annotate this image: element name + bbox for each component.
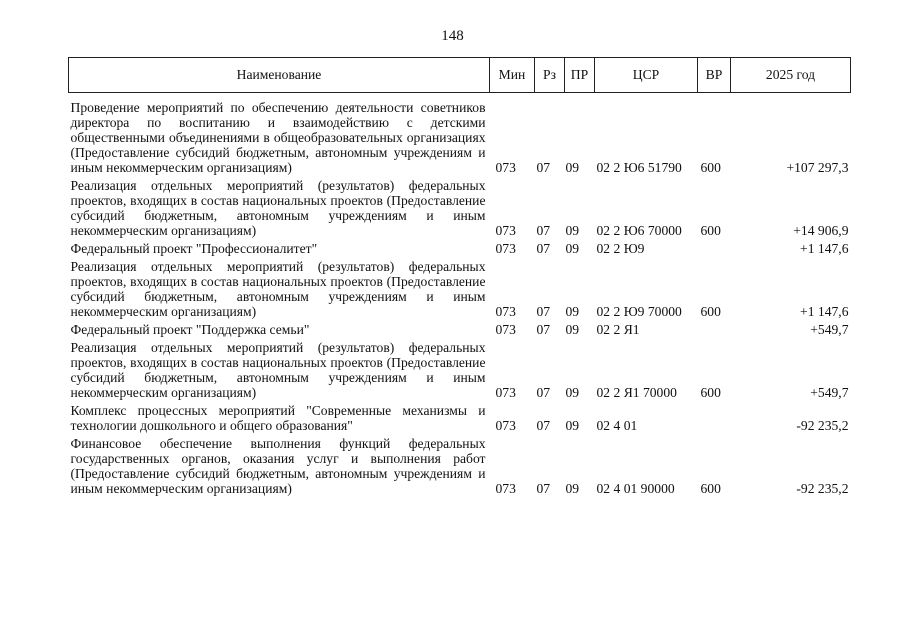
row-pr: 09 (565, 418, 580, 433)
header-rz: Рз (535, 58, 565, 93)
row-csr: 02 4 01 (596, 418, 638, 433)
row-amount: +549,7 (810, 322, 849, 337)
row-name: Финансовое обеспечение выполнения функций федеральных государственных органов, оказания услуг и выполнения работ (Предоставление субсидий бюджетным, автономным учреждениям и иным некоммерческим организациям) (70, 436, 486, 496)
row-name: Проведение мероприятий по обеспечению деятельности советников директора по воспитанию и взаимодействию с детскими общественными объединениями в общеобразовательных организациях (Предоставление субсидий бюджетным, автономным учреждениям и иным некоммерческим организациям) (70, 100, 486, 175)
table-row (69, 436, 851, 499)
row-vr (698, 241, 731, 259)
row-min: 073 (495, 241, 516, 256)
row-vr: 600 (700, 304, 721, 319)
row-name: Федеральный проект "Поддержка семьи" (70, 322, 310, 337)
table-row (69, 403, 851, 436)
row-name: Реализация отдельных мероприятий (результатов) федеральных проектов, входящих в состав национальных проектов (Предоставление субсидий бюджетным, автономным учреждениям и иным некоммерческим организациям) (70, 340, 486, 400)
header-amount: 2025 год (731, 58, 851, 93)
row-rz: 07 (536, 385, 551, 400)
row-name: Федеральный проект "Профессионалитет" (70, 241, 318, 256)
row-csr: 02 4 01 90000 (596, 481, 675, 496)
budget-table (68, 57, 851, 499)
header-csr: ЦСР (595, 58, 698, 93)
row-amount: +549,7 (810, 385, 849, 400)
row-min: 073 (495, 304, 516, 319)
row-min: 073 (495, 322, 516, 337)
row-pr: 09 (565, 385, 580, 400)
row-csr: 02 2 Я1 70000 (596, 385, 677, 400)
table-row (69, 322, 851, 340)
row-rz: 07 (536, 481, 551, 496)
row-rz: 07 (536, 304, 551, 319)
row-csr: 02 2 Ю6 51790 (596, 160, 682, 175)
row-vr: 600 (700, 223, 721, 238)
row-min: 073 (495, 223, 516, 238)
row-amount: +107 297,3 (786, 160, 849, 175)
row-amount: +1 147,6 (800, 304, 849, 319)
table-header-row (69, 58, 851, 93)
row-vr: 600 (700, 385, 721, 400)
header-min: Мин (490, 58, 535, 93)
row-min: 073 (495, 385, 516, 400)
row-csr: 02 2 Ю9 (596, 241, 645, 256)
row-vr: 600 (700, 481, 721, 496)
row-min: 073 (495, 418, 516, 433)
row-csr: 02 2 Я1 (596, 322, 640, 337)
table-row (69, 93, 851, 179)
header-name: Наименование (69, 58, 490, 93)
row-pr: 09 (565, 241, 580, 256)
row-name: Комплекс процессных мероприятий "Современные механизмы и технологии дошкольного и общего образования" (70, 403, 486, 433)
row-pr: 09 (565, 160, 580, 175)
table-row (69, 340, 851, 403)
row-amount: -92 235,2 (796, 481, 849, 496)
row-vr (698, 322, 731, 340)
row-name: Реализация отдельных мероприятий (результатов) федеральных проектов, входящих в состав национальных проектов (Предоставление субсидий бюджетным, автономным учреждениям и иным некоммерческим организациям) (70, 178, 486, 238)
row-pr: 09 (565, 223, 580, 238)
row-name: Реализация отдельных мероприятий (результатов) федеральных проектов, входящих в состав национальных проектов (Предоставление субсидий бюджетным, автономным учреждениям и иным некоммерческим организациям) (70, 259, 486, 319)
table-row (69, 241, 851, 259)
header-pr: ПР (565, 58, 595, 93)
row-min: 073 (495, 160, 516, 175)
row-vr: 600 (700, 160, 721, 175)
table-row (69, 259, 851, 322)
row-rz: 07 (536, 223, 551, 238)
row-pr: 09 (565, 322, 580, 337)
row-csr: 02 2 Ю6 70000 (596, 223, 682, 238)
row-amount: -92 235,2 (796, 418, 849, 433)
row-min: 073 (495, 481, 516, 496)
row-rz: 07 (536, 322, 551, 337)
row-rz: 07 (536, 418, 551, 433)
row-amount: +14 906,9 (793, 223, 849, 238)
row-pr: 09 (565, 481, 580, 496)
table-row (69, 178, 851, 241)
row-amount: +1 147,6 (800, 241, 849, 256)
page-number: 148 (441, 28, 464, 44)
row-pr: 09 (565, 304, 580, 319)
row-rz: 07 (536, 160, 551, 175)
row-vr (698, 403, 731, 436)
row-rz: 07 (536, 241, 551, 256)
row-csr: 02 2 Ю9 70000 (596, 304, 682, 319)
header-vr: ВР (698, 58, 731, 93)
